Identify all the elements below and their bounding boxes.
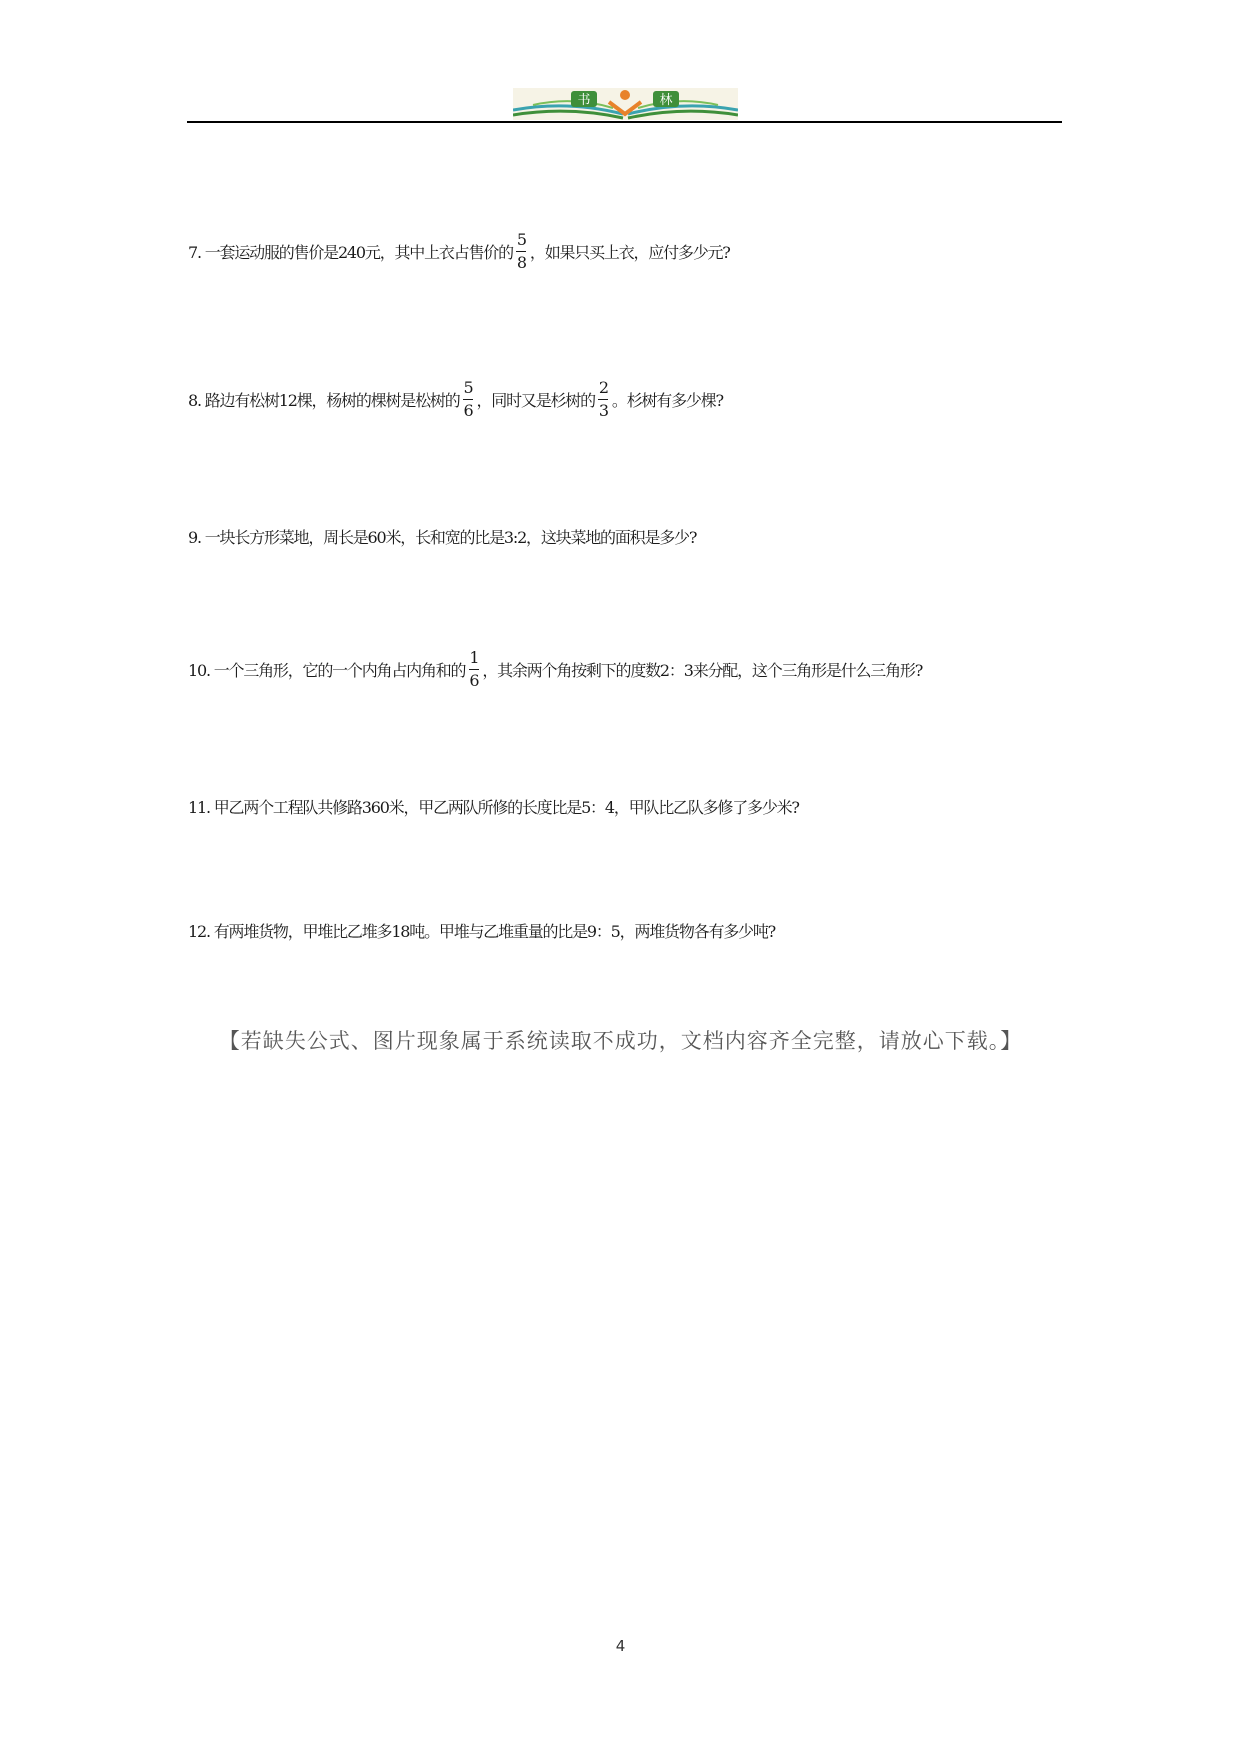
question-text: 10. 一个三角形，它的一个内角占内角和的 <box>188 661 466 680</box>
question-text: 8. 路边有松树12棵，杨树的棵树是松树的 <box>188 391 460 410</box>
fraction <box>515 230 528 273</box>
fraction-numerator: 1 <box>469 648 479 667</box>
question-text: 12. 有两堆货物，甲堆比乙堆多18吨。甲堆与乙堆重量的比是9：5，两堆货物各有多少吨? <box>188 922 776 941</box>
header-logo <box>513 88 738 120</box>
fraction-denominator: 6 <box>469 671 479 690</box>
download-notice: 【若缺失公式、图片现象属于系统读取不成功，文档内容齐全完整，请放心下载。】 <box>218 1029 1023 1053</box>
question-text: ，同时又是杉树的 <box>476 391 595 410</box>
fraction-numerator: 2 <box>598 378 608 397</box>
fraction-denominator: 8 <box>516 253 526 272</box>
fraction-bar <box>469 669 479 670</box>
question-10 <box>188 648 922 691</box>
header-rule <box>187 121 1062 123</box>
fraction <box>467 648 480 691</box>
fraction-bar <box>516 251 526 252</box>
fraction-numerator: 5 <box>516 230 526 249</box>
fraction <box>462 378 475 421</box>
question-9 <box>188 525 696 548</box>
question-text: 。杉树有多少棵? <box>611 391 723 410</box>
svg-text:书: 书 <box>577 93 591 108</box>
fraction-denominator: 6 <box>463 401 473 420</box>
fraction-numerator: 5 <box>463 378 473 397</box>
question-text: ，如果只买上衣，应付多少元? <box>529 243 730 262</box>
svg-text:林: 林 <box>659 93 673 108</box>
question-text: 9. 一块长方形菜地，周长是60米，长和宽的比是3:2，这块菜地的面积是多少? <box>188 528 697 547</box>
question-text: 7. 一套运动服的售价是240元，其中上衣占售价的 <box>188 243 513 262</box>
question-text: 11. 甲乙两个工程队共修路360米，甲乙两队所修的长度比是5：4，甲队比乙队多修了多少米? <box>188 798 799 817</box>
question-text: ，其余两个角按剩下的度数2：3来分配，这个三角形是什么三角形? <box>482 661 923 680</box>
book-logo-icon <box>513 88 738 120</box>
page-number: 4 <box>615 1637 626 1655</box>
fraction-bar <box>463 399 473 400</box>
fraction <box>597 378 610 421</box>
question-7 <box>188 230 730 273</box>
fraction-denominator: 3 <box>598 401 608 420</box>
fraction-bar <box>598 399 608 400</box>
question-8 <box>188 378 723 421</box>
question-12 <box>188 919 775 942</box>
question-11 <box>188 795 799 818</box>
